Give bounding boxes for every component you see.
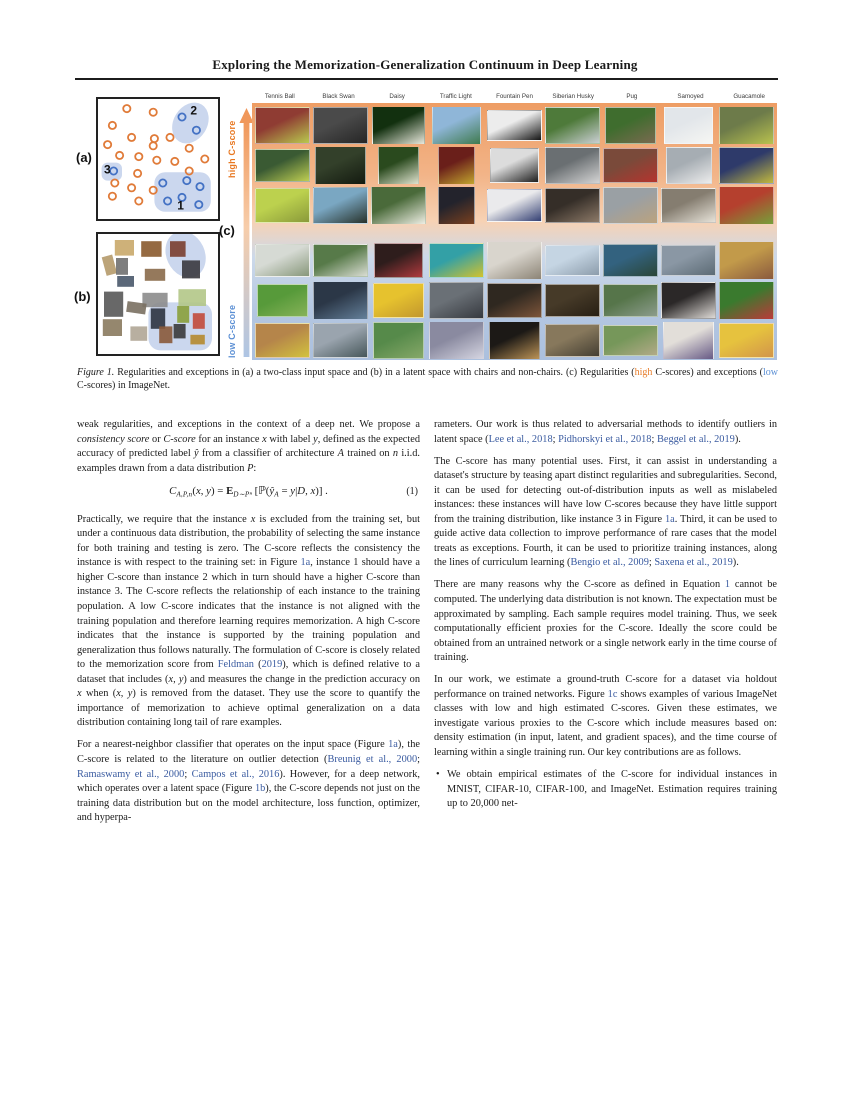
furniture-thumbnail xyxy=(170,241,186,257)
low-cscore-rows xyxy=(255,242,774,359)
instance-label: 3 xyxy=(104,162,111,177)
imagenet-thumbnail xyxy=(719,147,774,184)
text-run: ) is removed from the dataset. They use the score to quantify the importance of memorization to achieve optimal generalization on a data distribution containing long tail of rare examples. xyxy=(77,688,420,729)
imagenet-thumbnail xyxy=(719,282,774,319)
text-run: C-score xyxy=(163,433,196,445)
furniture-thumbnail xyxy=(193,313,205,329)
furniture-thumbnail xyxy=(141,241,161,257)
data-point-orange xyxy=(128,134,135,141)
text-run: ). xyxy=(734,433,741,445)
text-run: ), which is defined relative to a dataset that includes ( xyxy=(77,659,420,685)
data-point-orange xyxy=(104,141,111,148)
text-run: ; xyxy=(648,557,655,569)
text-run: x, y xyxy=(116,688,133,700)
text-run: For a nearest-neighbor classifier that operates on the input space (Figure xyxy=(77,739,389,751)
text-run: D∼Pⁿ xyxy=(233,490,252,499)
data-point-orange xyxy=(153,157,160,164)
imagenet-thumbnail xyxy=(661,147,716,184)
text-run: Figure 1. xyxy=(77,367,115,378)
body-column-left xyxy=(77,418,420,833)
figure-caption xyxy=(77,366,778,393)
text-run: ) = xyxy=(210,484,227,497)
text-run: Practically, we require that the instance xyxy=(77,513,251,525)
furniture-thumbnail xyxy=(182,260,200,278)
text-run: y xyxy=(313,433,318,445)
text-run: = xyxy=(278,484,291,497)
imagenet-thumbnail xyxy=(255,282,310,319)
citation-link[interactable]: Feldman xyxy=(217,659,254,671)
text-run: ), the C-score depends not just on the training data distribution but on the model architecture, loss function, optimizer, and hyperpa- xyxy=(77,783,420,824)
imagenet-thumbnail xyxy=(429,147,484,184)
text-run: , defined as the expected accuracy of predicted label xyxy=(77,433,421,460)
text-run: A,P,n xyxy=(176,490,193,499)
internal-ref-link[interactable]: 1a xyxy=(300,557,311,569)
data-point-orange xyxy=(134,170,141,177)
furniture-thumbnail xyxy=(103,319,122,336)
text-run: ; xyxy=(552,433,559,445)
data-point-orange xyxy=(116,152,123,159)
class-label: Guacamole xyxy=(733,93,765,100)
text-run: Regularities and exceptions in (a) a two-class input space and (b) in a latent space with chairs and non-chairs. (c) Regularities ( xyxy=(114,367,635,378)
imagenet-thumbnail xyxy=(313,187,368,224)
text-run: or xyxy=(149,433,164,445)
class-label: Pug xyxy=(626,93,638,100)
imagenet-thumbnail xyxy=(371,187,426,224)
data-point-orange xyxy=(171,158,178,165)
imagenet-thumbnail xyxy=(661,242,716,279)
header-rule xyxy=(75,78,778,80)
body-paragraph xyxy=(434,578,777,665)
running-head-title: Exploring the Memorization-Generalization Continuum in Deep Learning xyxy=(212,57,638,72)
high-cscore-rows xyxy=(255,107,774,224)
body-paragraph xyxy=(77,513,420,731)
instance-label: 1 xyxy=(177,198,184,213)
imagenet-thumbnail xyxy=(487,322,542,359)
equation-number: (1) xyxy=(406,485,418,497)
data-point-orange xyxy=(166,134,173,141)
text-run: ; xyxy=(651,433,657,445)
bullet-marker: • xyxy=(436,769,440,781)
text-run: ( xyxy=(192,484,196,497)
imagenet-thumbnail xyxy=(545,242,600,279)
imagenet-class-labels xyxy=(252,93,777,100)
text-run: i.i.d. examples drawn from a data distribution xyxy=(77,448,420,474)
text-run: x xyxy=(195,484,201,497)
furniture-thumbnail xyxy=(116,258,128,275)
axis-label-low-cscore: low C-score xyxy=(227,304,237,358)
text-run: , xyxy=(200,484,207,497)
citation-link[interactable]: 2019 xyxy=(261,659,283,671)
furniture-thumbnail xyxy=(151,308,165,328)
imagenet-thumbnail xyxy=(719,187,774,224)
text-run: weak regularities, and exceptions in the context of a deep net. We propose a xyxy=(77,419,420,430)
text-run: ). However, for a deep network, which operates over a latent space (Figure xyxy=(77,768,421,795)
text-run: ; xyxy=(417,753,420,765)
furniture-thumbnail xyxy=(177,306,189,323)
text-run: In our work, we estimate a ground-truth C-score for a dataset via holdout performance on trained networks. Figure xyxy=(434,674,777,700)
bullet-text xyxy=(447,769,777,809)
imagenet-thumbnail xyxy=(371,147,426,184)
body-paragraph xyxy=(434,455,777,571)
body-column-right xyxy=(434,418,777,819)
data-point-orange xyxy=(109,122,116,129)
imagenet-thumbnail xyxy=(545,147,600,184)
text-run: D xyxy=(297,484,306,497)
text-run: cannot be computed. The underlying data distribution is not known. The expectation must be approximated by sampling. Each sample requires model training. Thus, we seek computationally efficient proxies for the C-score. Ideally the score could be obtained from an untrained network or a single network early in the time course of training. xyxy=(434,579,777,664)
text-run: for an instance xyxy=(195,433,263,445)
imagenet-thumbnail xyxy=(487,147,542,184)
text-run: from a classifier of architecture xyxy=(198,448,338,460)
imagenet-thumbnail xyxy=(603,242,658,279)
text-run: C-scores) in ImageNet. xyxy=(77,380,171,392)
contribution-bullet xyxy=(434,768,777,812)
text-run: x xyxy=(262,433,267,445)
text-run: ( xyxy=(253,659,262,671)
text-run: A xyxy=(337,448,344,460)
citation-link[interactable]: Ramaswamy et al., 2000 xyxy=(77,768,185,780)
text-run: ŷ xyxy=(194,448,199,460)
imagenet-thumbnail xyxy=(603,107,658,144)
imagenet-thumbnail xyxy=(603,187,658,224)
class-label: Fountain Pen xyxy=(496,93,533,100)
furniture-thumbnail xyxy=(104,292,123,317)
data-point-orange xyxy=(123,105,130,112)
internal-ref-link[interactable]: 1 xyxy=(724,579,731,591)
imagenet-thumbnail xyxy=(661,187,716,224)
imagenet-thumbnail xyxy=(719,242,774,279)
panel-b-label: (b) xyxy=(74,289,91,304)
two-class-scatter-plot xyxy=(98,99,218,219)
text-run: ), the C-score is related to the literature on outlier detection ( xyxy=(77,739,420,765)
text-run: )] . xyxy=(315,484,328,497)
equation-1 xyxy=(77,484,420,502)
data-point-orange xyxy=(150,142,157,149)
citation-link[interactable]: Breunig et al., 2000 xyxy=(327,753,418,765)
text-run: shows examples of various ImageNet classes with low and high estimated C-scores. Given these estimates, we investigate various proxies to the C-score which include measures based on: density estimation (in input, latent, and gradient spaces), and the time course of learning within a single training run. Our key contributions are as follows. xyxy=(434,688,778,758)
furniture-thumbnail xyxy=(117,276,134,287)
citation-link[interactable]: Pidhorskyi et al., 2018 xyxy=(558,433,652,445)
text-run: ) and measures the change in the prediction accuracy on xyxy=(183,673,420,685)
text-run: A xyxy=(274,490,279,499)
imagenet-thumbnail xyxy=(313,282,368,319)
imagenet-thumbnail xyxy=(661,322,716,359)
imagenet-thumbnail xyxy=(429,242,484,279)
text-run: ŷ xyxy=(269,484,275,497)
class-label: Black Swan xyxy=(322,93,355,100)
furniture-thumbnail xyxy=(190,335,204,345)
body-paragraph xyxy=(77,738,420,825)
imagenet-thumbnail xyxy=(661,107,716,144)
imagenet-thumbnail xyxy=(719,322,774,359)
text-run: , xyxy=(305,484,311,497)
imagenet-thumbnail xyxy=(255,107,310,144)
body-paragraph xyxy=(434,418,777,447)
citation-link[interactable]: Lee et al., 2018 xyxy=(488,433,553,445)
class-label: Traffic Light xyxy=(439,93,472,100)
text-run: ). xyxy=(732,557,739,569)
class-label: Siberian Husky xyxy=(552,93,594,100)
text-run: with label xyxy=(266,433,314,445)
text-run: low xyxy=(763,367,778,378)
imagenet-thumbnail xyxy=(313,322,368,359)
text-run: when ( xyxy=(81,688,117,700)
data-point-orange xyxy=(151,135,158,142)
imagenet-thumbnail xyxy=(545,187,600,224)
data-point-orange xyxy=(128,184,135,191)
chair-latent-collage xyxy=(98,234,218,354)
imagenet-thumbnail xyxy=(313,107,368,144)
text-run: n xyxy=(392,448,399,460)
text-run: x xyxy=(310,484,316,497)
text-run: is excluded from the training set, but under a continuous data distribution, the probability of selecting the same instance for both training and testing is zero. The C-score reflects the consistency the instance is with respect to the training set: in Figure xyxy=(77,513,421,569)
furniture-thumbnail xyxy=(115,240,134,256)
imagenet-thumbnail xyxy=(255,242,310,279)
imagenet-thumbnail xyxy=(545,282,600,319)
imagenet-thumbnail xyxy=(371,107,426,144)
figure-panel-a xyxy=(96,97,220,221)
text-run: x xyxy=(250,513,256,525)
text-run: There are many reasons why the C-score as defined in Equation xyxy=(434,579,725,591)
body-paragraph xyxy=(77,418,420,476)
equation-body xyxy=(169,485,328,497)
imagenet-thumbnail xyxy=(429,322,484,359)
axis-label-high-cscore: high C-score xyxy=(227,120,237,178)
imagenet-thumbnail xyxy=(429,107,484,144)
imagenet-thumbnail xyxy=(719,107,774,144)
text-run: rameters. Our work is thus related to adversarial methods to identify outliers in latent space ( xyxy=(434,419,777,445)
internal-ref-link[interactable]: 1b xyxy=(254,783,266,795)
data-point-orange xyxy=(150,109,157,116)
furniture-thumbnail xyxy=(102,255,117,276)
imagenet-thumbnail xyxy=(371,322,426,359)
furniture-thumbnail xyxy=(178,289,206,306)
furniture-thumbnail xyxy=(145,269,165,281)
figure-panel-b xyxy=(96,232,220,356)
data-point-orange xyxy=(135,197,142,204)
imagenet-thumbnail xyxy=(603,322,658,359)
text-run: high xyxy=(634,367,653,378)
imagenet-thumbnail xyxy=(603,147,658,184)
imagenet-thumbnail-grid xyxy=(252,103,777,360)
imagenet-thumbnail xyxy=(313,147,368,184)
text-run: x xyxy=(77,688,82,700)
citation-link[interactable]: Bengio et al., 2009 xyxy=(570,557,649,569)
text-run: : xyxy=(253,462,257,474)
data-point-orange xyxy=(135,153,142,160)
imagenet-thumbnail xyxy=(313,242,368,279)
imagenet-thumbnail xyxy=(487,187,542,224)
imagenet-thumbnail xyxy=(487,282,542,319)
body-paragraph xyxy=(434,673,777,760)
text-run: consistency score xyxy=(77,433,150,445)
imagenet-thumbnail xyxy=(429,282,484,319)
panel-c-label: (c) xyxy=(219,223,235,238)
text-run: C-scores) and exceptions ( xyxy=(652,367,763,378)
data-point-orange xyxy=(201,155,208,162)
text-run: trained on xyxy=(344,448,393,460)
text-run: y xyxy=(206,484,211,497)
text-run: The C-score has many potential uses. First, it can assist in understanding a dataset's structure by teasing apart distinct regularities and subregularities. Second, it can be used for detecting out-of-distribution inputs as well as mislabeled instances: these instances will have low C-scores because they have little support from the training distribution, like instance 3 in Figure xyxy=(434,455,777,525)
text-run: y xyxy=(290,484,296,497)
imagenet-thumbnail xyxy=(603,282,658,319)
furniture-thumbnail xyxy=(174,324,186,338)
imagenet-thumbnail xyxy=(545,107,600,144)
data-point-orange xyxy=(186,145,193,152)
citation-link[interactable]: Campos et al., 2016 xyxy=(191,768,280,780)
panel-a-label: (a) xyxy=(76,150,92,165)
text-run: C xyxy=(169,484,177,497)
imagenet-thumbnail xyxy=(545,322,600,359)
text-run: [ℙ( xyxy=(251,484,270,497)
imagenet-thumbnail xyxy=(661,282,716,319)
text-run: ; xyxy=(184,768,192,780)
imagenet-thumbnail xyxy=(371,282,426,319)
text-run: P xyxy=(247,462,254,474)
internal-ref-link[interactable]: 1a xyxy=(388,739,398,751)
imagenet-thumbnail xyxy=(429,187,484,224)
furniture-thumbnail xyxy=(159,326,172,343)
instance-label: 2 xyxy=(190,103,198,118)
imagenet-thumbnail xyxy=(255,322,310,359)
text-run: x, y xyxy=(168,673,184,685)
imagenet-thumbnail xyxy=(487,242,542,279)
citation-link[interactable]: Beggel et al., 2019 xyxy=(656,433,735,445)
class-label: Daisy xyxy=(389,93,405,100)
data-point-orange xyxy=(109,193,116,200)
furniture-thumbnail xyxy=(130,326,147,340)
imagenet-thumbnail xyxy=(255,147,310,184)
text-run: . Third, it can be used to guide active data collection to improve performance of rare cases that the model treats as exceptions. Fourth, it can be used to prioritize training instances, along the lines of curriculum learning ( xyxy=(434,513,777,569)
internal-ref-link[interactable]: 1c xyxy=(607,688,618,700)
text-run: | xyxy=(295,484,298,497)
text-run: We obtain empirical estimates of the C-score for individual instances in MNIST, CIFAR-10, CIFAR-100, and ImageNet. Estimation requires training up to 20,000 net- xyxy=(447,769,777,810)
text-run: , instance 1 should have a higher C-score than instance 2 which in turn should have a higher C-score than instance 3. The C-score reflects the relationship of each instance to the training population. A low C-score indicates that the instance is not aligned with the training population and therefore learning requires memorization. A high C-score indicates that the instance is supported by the training population and generalization thus follows naturally. The formulation of C-score is closely related to the memorization score from xyxy=(77,557,420,671)
internal-ref-link[interactable]: 1a xyxy=(664,513,675,525)
imagenet-thumbnail xyxy=(487,107,542,144)
citation-link[interactable]: Saxena et al., 2019 xyxy=(654,557,733,569)
class-label: Tennis Ball xyxy=(264,93,295,100)
imagenet-thumbnail xyxy=(255,187,310,224)
text-run: E xyxy=(226,484,234,497)
imagenet-thumbnail xyxy=(371,242,426,279)
class-label: Samoyed xyxy=(677,93,704,100)
